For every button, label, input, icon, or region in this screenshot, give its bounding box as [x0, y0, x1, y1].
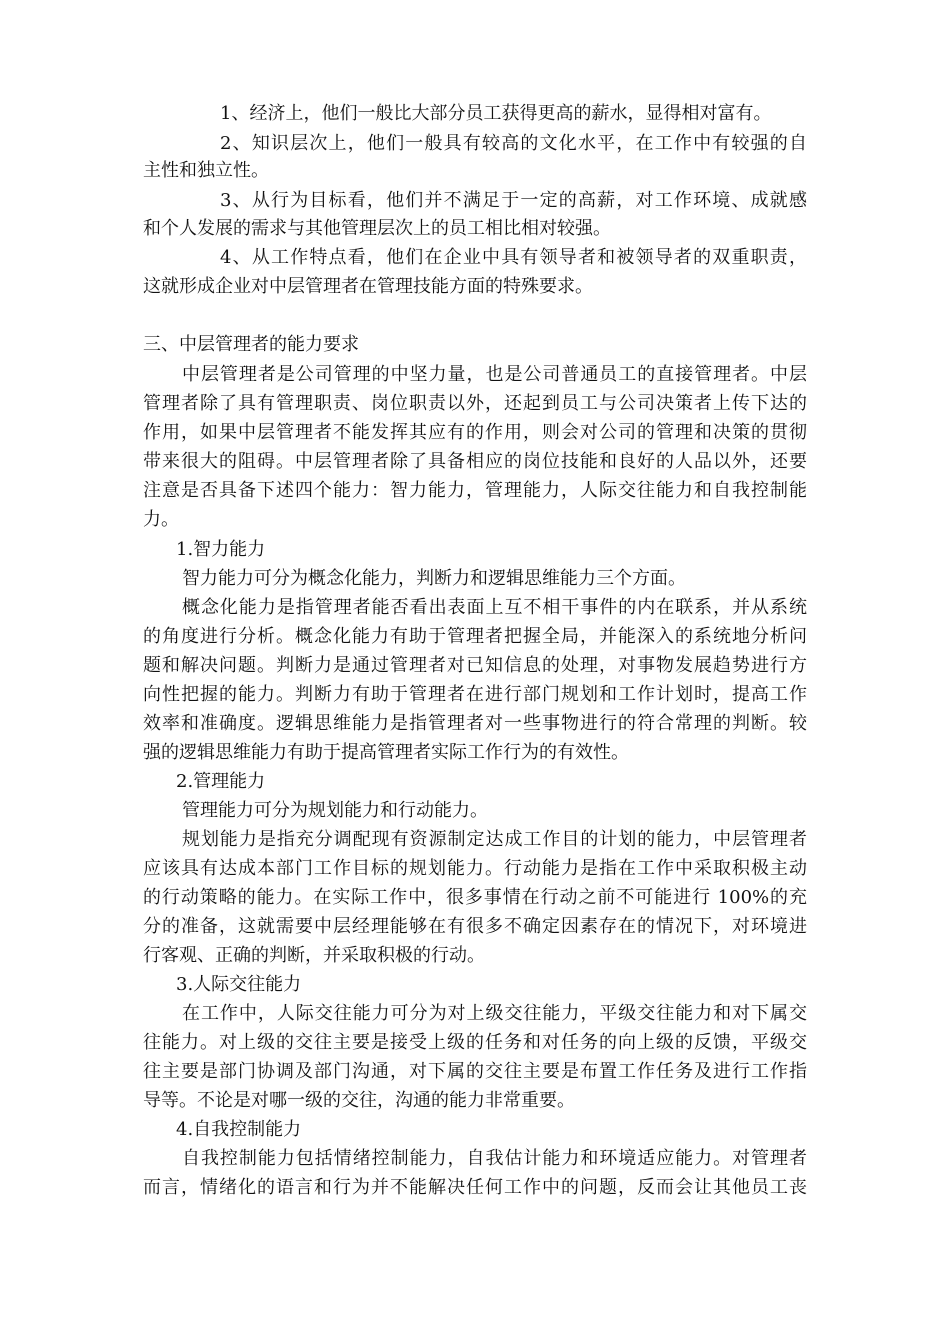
item-4-line: 4、从工作特点看，他们在企业中具有领导者和被领导者的双重职责，	[220, 247, 807, 268]
subheading-management: 2.管理能力	[176, 771, 266, 792]
intro-paragraph-line: 中层管理者是公司管理的中坚力量，也是公司普通员工的直接管理者。中层	[182, 364, 807, 385]
section-heading: 三、中层管理者的能力要求	[143, 334, 359, 355]
intro-paragraph-line: 力。	[143, 509, 179, 530]
paragraph-line: 题和解决问题。判断力是通过管理者对已知信息的处理，对事物发展趋势进行方	[143, 655, 807, 676]
paragraph-line: 行客观、正确的判断，并采取积极的行动。	[143, 945, 485, 966]
item-4-continuation: 这就形成企业对中层管理者在管理技能方面的特殊要求。	[143, 276, 593, 297]
paragraph-line: 在工作中，人际交往能力可分为对上级交往能力，平级交往能力和对下属交	[182, 1003, 807, 1024]
intro-paragraph-line: 带来很大的阻碍。中层管理者除了具备相应的岗位技能和良好的人品以外，还要	[143, 451, 807, 472]
subheading-self-control: 4.自我控制能力	[176, 1119, 302, 1140]
paragraph-line: 往主要是部门协调及部门沟通，对下属的交往主要是布置工作任务及进行工作指	[143, 1061, 807, 1082]
intro-paragraph-line: 作用，如果中层管理者不能发挥其应有的作用，则会对公司的管理和决策的贯彻	[143, 422, 807, 443]
paragraph-line: 概念化能力是指管理者能否看出表面上互不相干事件的内在联系，并从系统	[182, 597, 807, 618]
paragraph-line: 往能力。对上级的交往主要是接受上级的任务和对任务的向上级的反馈，平级交	[143, 1032, 807, 1053]
paragraph-line: 的行动策略的能力。在实际工作中，很多事情在行动之前不可能进行 100%的充	[143, 887, 807, 908]
paragraph-line: 自我控制能力包括情绪控制能力，自我估计能力和环境适应能力。对管理者	[182, 1148, 807, 1169]
intro-paragraph-line: 注意是否具备下述四个能力：智力能力，管理能力，人际交往能力和自我控制能	[143, 480, 807, 501]
paragraph-line: 效率和准确度。逻辑思维能力是指管理者对一些事物进行的符合常理的判断。较	[143, 713, 807, 734]
item-2-continuation: 主性和独立性。	[143, 160, 269, 181]
paragraph-line: 向性把握的能力。判断力有助于管理者在进行部门规划和工作计划时，提高工作	[143, 684, 807, 705]
paragraph-line: 智力能力可分为概念化能力，判断力和逻辑思维能力三个方面。	[182, 568, 686, 589]
paragraph-line: 的角度进行分析。概念化能力有助于管理者把握全局，并能深入的系统地分析问	[143, 626, 807, 647]
paragraph-line: 规划能力是指充分调配现有资源制定达成工作目的计划的能力，中层管理者	[182, 829, 807, 850]
paragraph-line: 导等。不论是对哪一级的交往，沟通的能力非常重要。	[143, 1090, 575, 1111]
paragraph-line: 应该具有达成本部门工作目标的规划能力。行动能力是指在工作中采取积极主动	[143, 858, 807, 879]
item-3-line: 3、从行为目标看，他们并不满足于一定的高薪，对工作环境、成就感	[220, 190, 807, 211]
subheading-interpersonal: 3.人际交往能力	[176, 974, 302, 995]
intro-paragraph-line: 管理者除了具有管理职责、岗位职责以外，还起到员工与公司决策者上传下达的	[143, 393, 807, 414]
paragraph-line: 强的逻辑思维能力有助于提高管理者实际工作行为的有效性。	[143, 742, 629, 763]
paragraph-line: 分的准备，这就需要中层经理能够在有很多不确定因素存在的情况下，对环境进	[143, 916, 807, 937]
paragraph-line: 而言，情绪化的语言和行为并不能解决任何工作中的问题，反而会让其他员工丧	[143, 1177, 807, 1198]
item-2-line: 2、知识层次上，他们一般具有较高的文化水平，在工作中有较强的自	[220, 133, 807, 154]
item-1-line: 1、经济上，他们一般比大部分员工获得更高的薪水，显得相对富有。	[220, 103, 772, 124]
subheading-intellectual: 1.智力能力	[176, 539, 266, 560]
paragraph-line: 管理能力可分为规划能力和行动能力。	[182, 800, 488, 821]
item-3-continuation: 和个人发展的需求与其他管理层次上的员工相比相对较强。	[143, 218, 611, 239]
